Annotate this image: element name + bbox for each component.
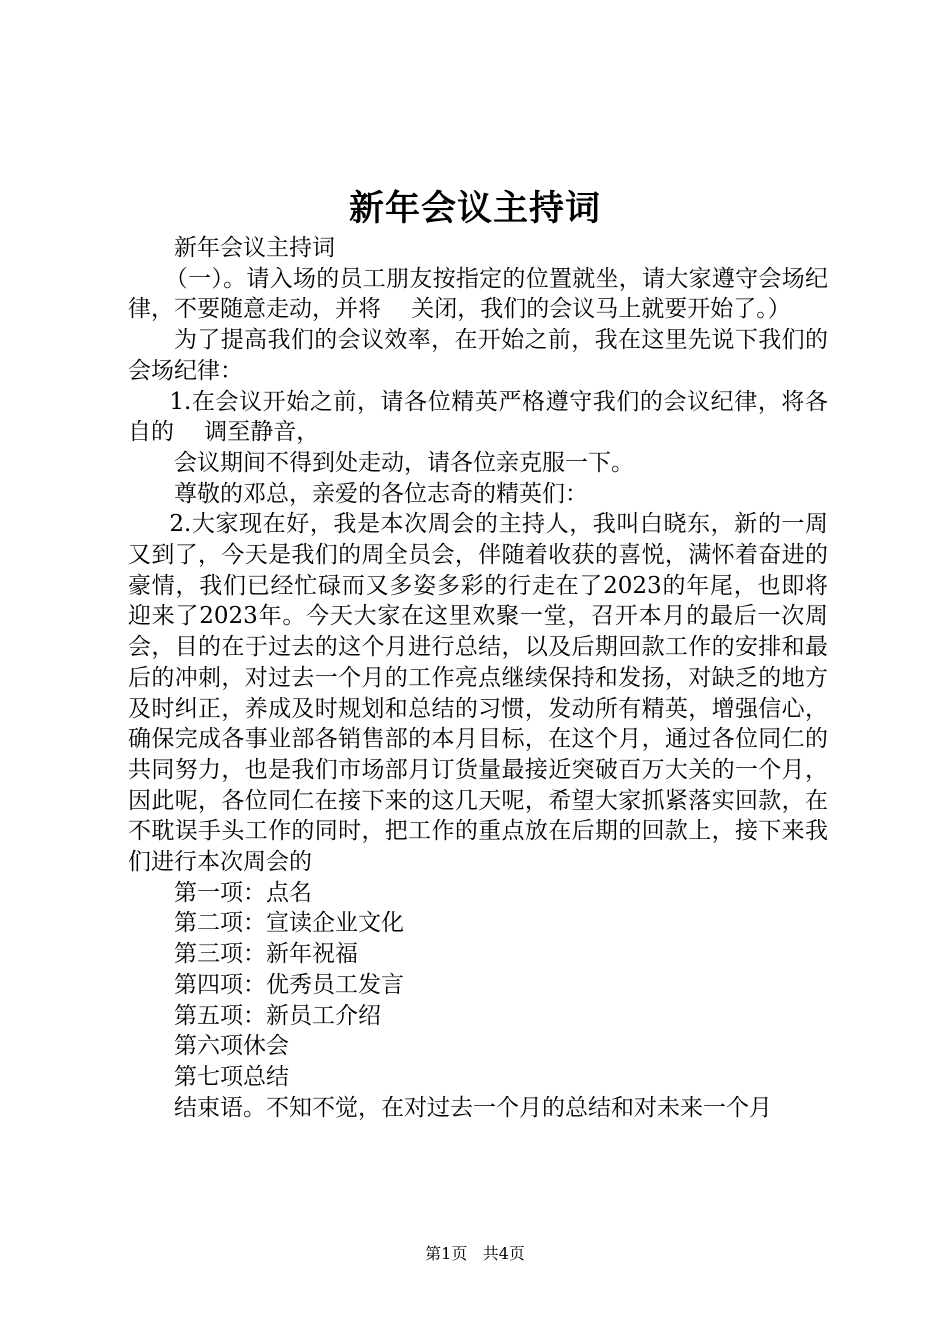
document-title: 新年会议主持词 [348,188,601,229]
paragraph-efficiency: 为了提高我们的会议效率，在开始之前，我在这里先说下我们的会场纪律： [128,327,828,384]
page-gap [472,1243,477,1265]
agenda-item-1: 第一项：点名 [174,879,312,906]
paragraph-main-speech: 2.大家现在好，我是本次周会的主持人，我叫白晓东，新的一周又到了，今天是我们的周全员会，伴随着收获的喜悦，满怀着奋进的豪情，我们已经忙碌而又多姿多彩的行走在了2023的年尾，也即将迎来了2023年。今天大家在这里欢聚一堂，召开本月的最后一次周会，目的在于过去的这个月进行总结，以及后期回款工作的安排和最后的冲刺，对过去一个月的工作亮点继续保持和发扬，对缺乏的地方及时纠正，养成及时规划和总结的习惯，发动所有精英，增强信心，确保完成各事业部各销售部的本月目标，在这个月，通过各位同仁的共同努力，也是我们市场部月订货量最接近突破百万大关的一个月，因此呢，各位同仁在接下来的这几天呢，希望大家抓紧落实回款，在不耽误手头工作的同时，把工作的重点放在后期的回款上，接下来我们进行本次周会的 [128,511,828,876]
paragraph-heading: 新年会议主持词 [174,235,335,261]
agenda-item-3: 第三项：新年祝福 [174,941,358,968]
agenda-item-2: 第二项：宣读企业文化 [174,910,404,937]
agenda-item-5: 第五项：新员工介绍 [174,1002,381,1029]
page-number: 第1页 [425,1244,468,1263]
page-footer [0,1243,950,1265]
paragraph-no-walking: 会议期间不得到处走动，请各位亲克服一下。 [174,449,634,476]
paragraph-rule-1: 1.在会议开始之前，请各位精英严格遵守我们的会议纪律，将各自的 调至静音， [128,388,828,446]
agenda-item-6: 第六项休会 [174,1033,289,1060]
page-total: 共4页 [482,1244,525,1263]
paragraph-closing: 结束语。不知不觉，在对过去一个月的总结和对未来一个月 [174,1094,772,1121]
paragraph-opening-notice: （一）。请入场的员工朋友按指定的位置就坐，请大家遵守会场纪律，不要随意走动，并将 关闭，我们的会议马上就要开始了。） [128,265,828,323]
document-body [128,233,828,1123]
agenda-item-4: 第四项：优秀员工发言 [174,971,404,998]
agenda-item-7: 第七项总结 [174,1063,289,1090]
paragraph-greeting: 尊敬的邓总，亲爱的各位志奇的精英们： [174,480,588,507]
